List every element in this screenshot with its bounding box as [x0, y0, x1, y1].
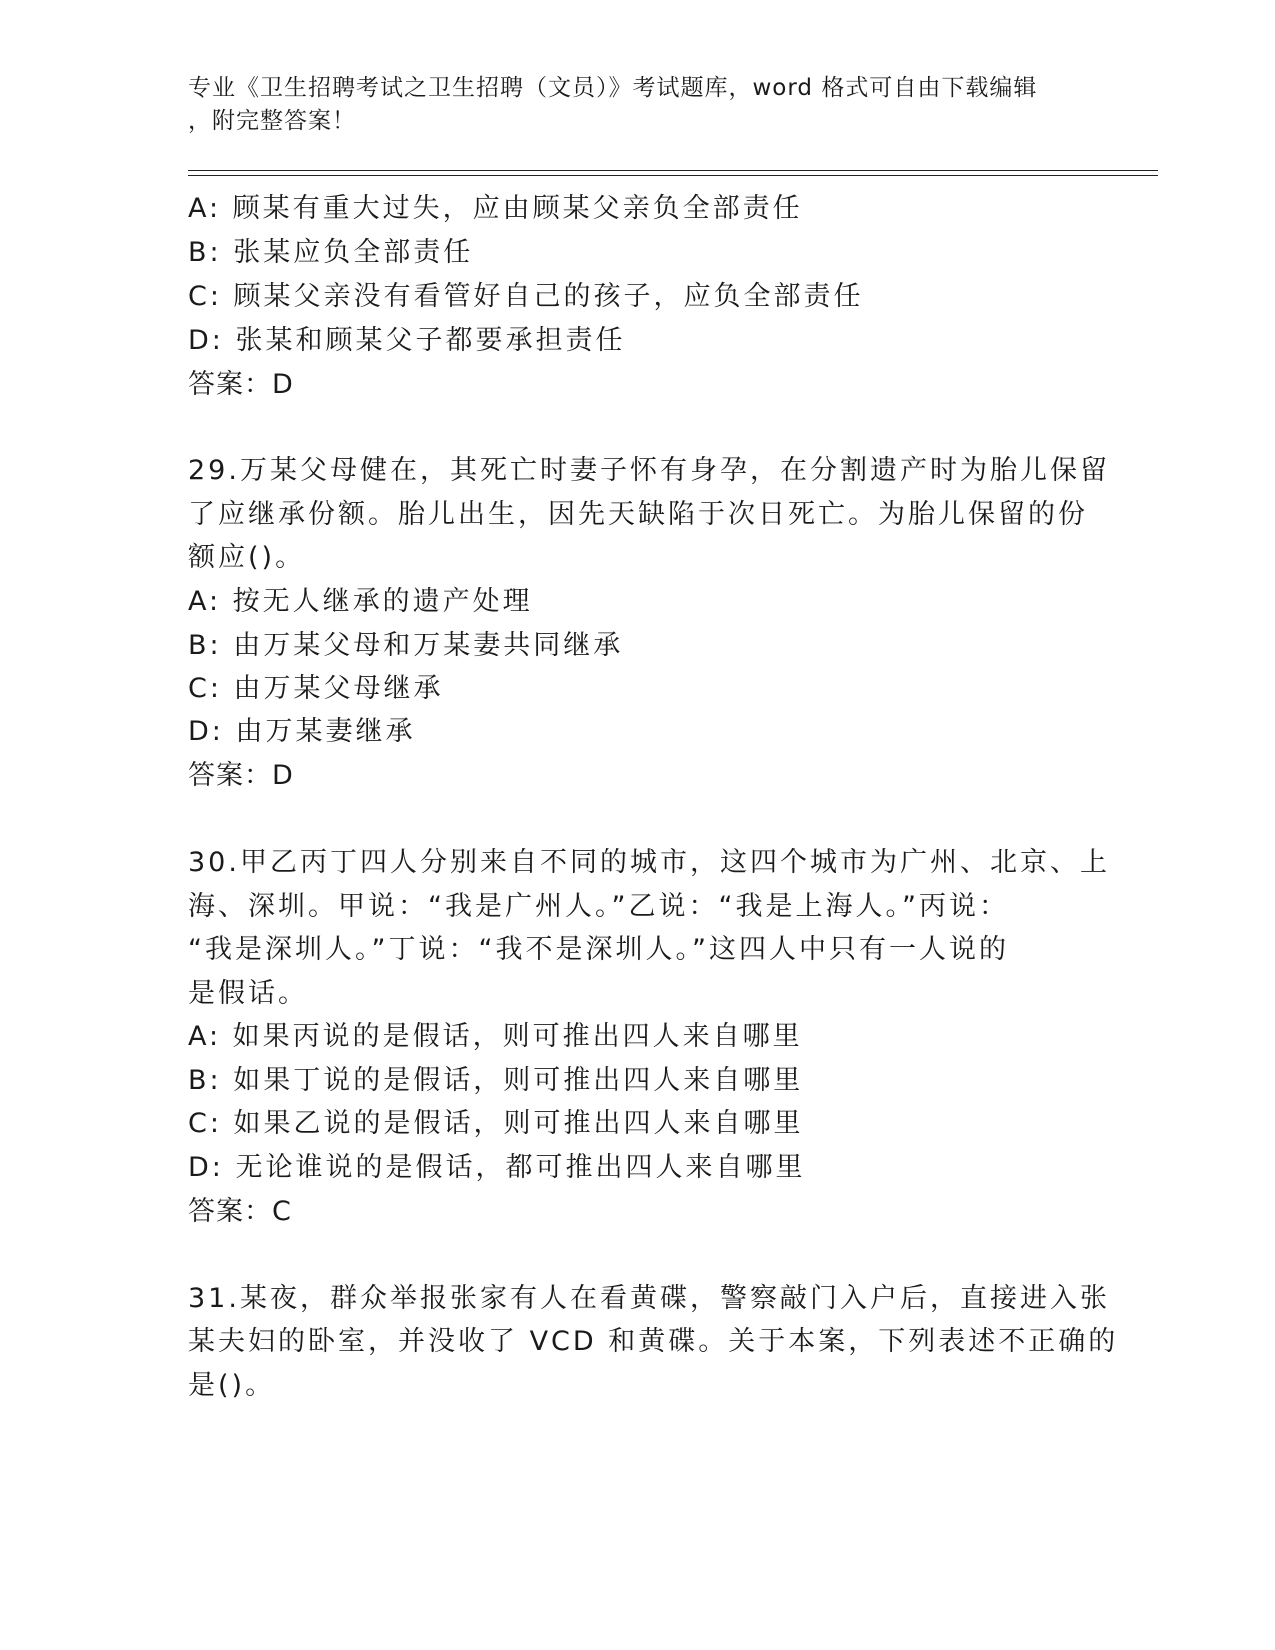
q29-option-b: B: 由万某父母和万某妻共同继承: [188, 630, 624, 661]
q28-option-c: C: 顾某父亲没有看管好自己的孩子，应负全部责任: [188, 281, 864, 312]
q30-option-d: D: 无论谁说的是假话，都可推出四人来自哪里: [188, 1152, 806, 1183]
document-header: [188, 72, 1088, 138]
q30-option-b: B: 如果丁说的是假话，则可推出四人来自哪里: [188, 1065, 804, 1096]
header-divider-bottom: [188, 175, 1158, 176]
q31-stem-line-1: 31.某夜，群众举报张家有人在看黄碟，警察敲门入户后，直接进入张: [188, 1283, 1110, 1314]
header-line-1: 专业《卫生招聘考试之卫生招聘（文员）》考试题库，word 格式可自由下载编辑: [188, 75, 1038, 101]
q30-stem-line-2: 海、深圳。甲说：“我是广州人。”乙说：“我是上海人。”丙说：: [188, 891, 1009, 922]
q29-stem-line-3: 额应()。: [188, 542, 306, 573]
q28-option-d: D: 张某和顾某父子都要承担责任: [188, 325, 626, 356]
q31-stem-line-2: 某夫妇的卧室，并没收了 VCD 和黄碟。关于本案，下列表述不正确的: [188, 1326, 1119, 1357]
header-divider-top: [188, 170, 1158, 171]
q29-option-a: A: 按无人继承的遗产处理: [188, 586, 533, 617]
q29-answer: 答案：D: [188, 760, 294, 791]
q28-option-a: A: 顾某有重大过失，应由顾某父亲负全部责任: [188, 193, 803, 224]
q29-stem-line-1: 29.万某父母健在，其死亡时妻子怀有身孕，在分割遗产时为胎儿保留: [188, 455, 1110, 486]
q30-answer: 答案：C: [188, 1196, 292, 1227]
q29-stem-line-2: 了应继承份额。胎儿出生，因先天缺陷于次日死亡。为胎儿保留的份: [188, 499, 1088, 530]
q28-option-b: B: 张某应负全部责任: [188, 237, 474, 268]
q28-answer: 答案：D: [188, 369, 294, 400]
q30-option-c: C: 如果乙说的是假话，则可推出四人来自哪里: [188, 1108, 804, 1139]
q30-stem-line-1: 30.甲乙丙丁四人分别来自不同的城市，这四个城市为广州、北京、上: [188, 847, 1110, 878]
q30-option-a: A: 如果丙说的是假话，则可推出四人来自哪里: [188, 1021, 803, 1052]
q29-option-d: D: 由万某妻继承: [188, 716, 416, 747]
header-line-2: ，附完整答案！: [188, 108, 356, 134]
q30-stem-line-4: 是假话。: [188, 978, 308, 1009]
q30-stem-line-3: “我是深圳人。”丁说：“我不是深圳人。”这四人中只有一人说的: [188, 934, 1009, 965]
q31-stem-line-3: 是()。: [188, 1370, 276, 1401]
q29-option-c: C: 由万某父母继承: [188, 673, 444, 704]
